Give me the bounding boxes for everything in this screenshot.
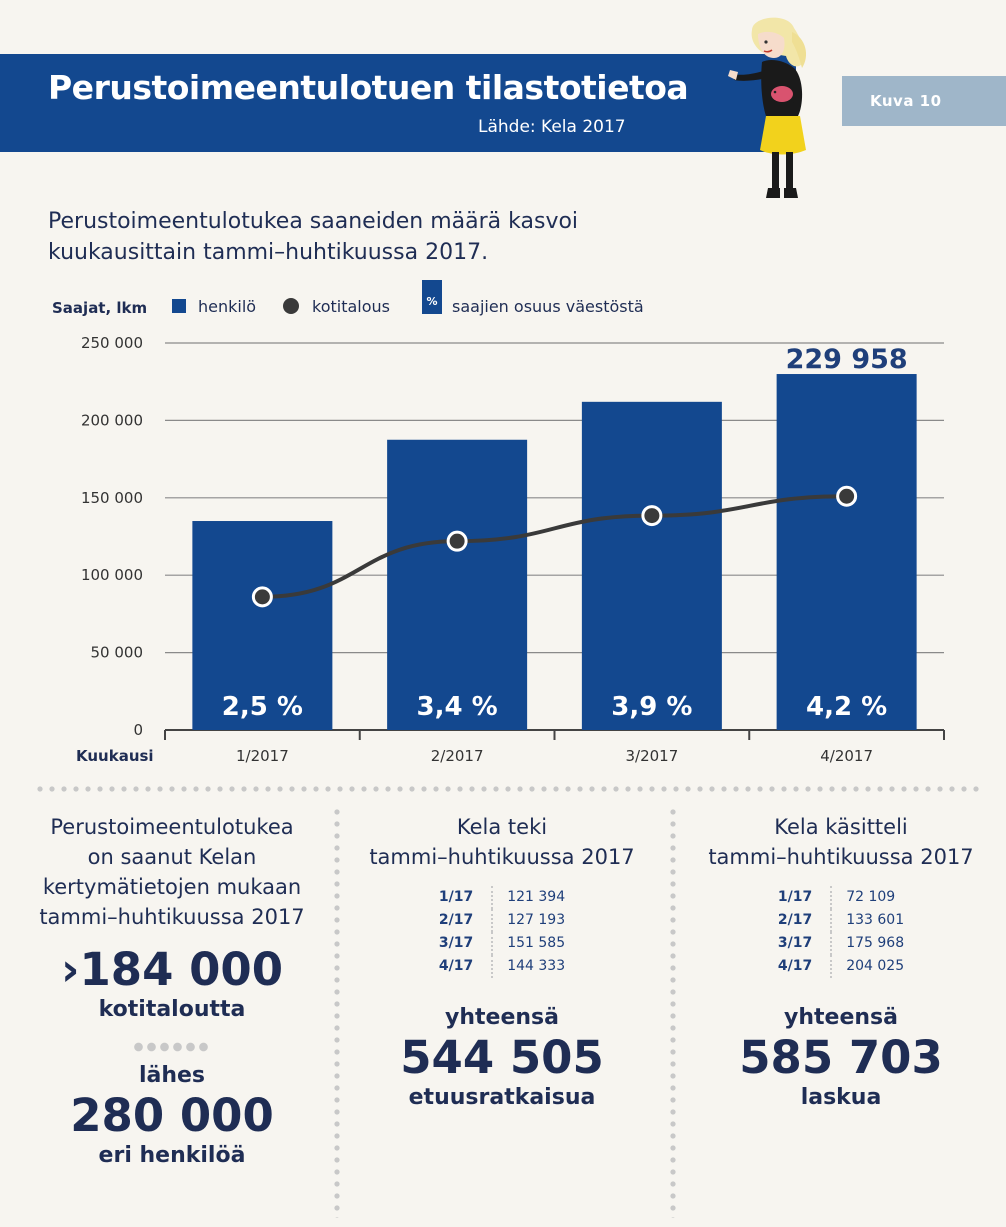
kotitalous-line — [262, 496, 846, 597]
legend-osuus-label: saajien osuus väestöstä — [452, 297, 644, 316]
decisions-text-line-2: tammi–huhtikuussa 2017 — [369, 845, 635, 869]
decisions-monthly-table — [439, 886, 565, 978]
value-cell: 72 109 — [846, 889, 896, 905]
top-value-label: 229 958 — [785, 344, 908, 376]
benefit-decisions-summary — [344, 812, 660, 1112]
persons-label: eri henkilöä — [98, 1143, 246, 1168]
value-cell: 127 193 — [507, 912, 566, 928]
x-axis-label: Kuukausi — [76, 747, 154, 765]
value-cell: 175 968 — [846, 935, 905, 951]
kotitalous-point — [448, 532, 466, 550]
persons-number: 280 000 — [70, 1089, 274, 1142]
woman-illustration-icon — [722, 12, 832, 208]
y-tick-label: 250 000 — [80, 334, 143, 352]
table-row — [778, 932, 904, 955]
legend-kotitalous-label: kotitalous — [312, 297, 390, 316]
value-cell: 151 585 — [507, 935, 566, 951]
horizontal-divider — [34, 786, 984, 792]
legend-henkilo-swatch — [172, 299, 186, 313]
y-tick-label: 50 000 — [90, 643, 143, 662]
x-tick-label: 2/2017 — [430, 747, 484, 765]
figure-label: Kuva 10 — [870, 92, 942, 110]
figure-label-badge — [842, 76, 1006, 126]
percent-label: 2,5 % — [221, 692, 303, 722]
kotitalous-point — [253, 588, 271, 606]
decisions-total-label: yhteensä — [445, 1005, 559, 1030]
bar-line-chart — [0, 280, 1006, 780]
table-row — [778, 886, 904, 909]
y-tick-label: 150 000 — [80, 488, 143, 507]
households-text-line-2: on saanut Kelan — [87, 845, 257, 869]
y-tick-label: 200 000 — [80, 411, 143, 430]
percent-label: 3,4 % — [416, 692, 498, 722]
households-text-line-3: kertymätietojen mukaan — [42, 875, 302, 899]
households-summary — [20, 812, 324, 1170]
decisions-unit: etuusratkaisua — [408, 1085, 596, 1110]
dots-separator — [132, 1042, 212, 1052]
chart-subtitle-line-1: Perustoimeentulotukea saaneiden määrä kasvoi — [48, 209, 579, 234]
table-row — [778, 955, 904, 978]
chart-subtitle-line-2: kuukausittain tammi–huhtikuussa 2017. — [48, 240, 489, 265]
households-number: ›184 000 — [60, 943, 284, 996]
x-tick-label: 4/2017 — [820, 747, 874, 765]
bar-henkilo — [582, 402, 722, 730]
table-row — [778, 909, 904, 932]
vertical-divider-1 — [334, 806, 340, 1218]
households-text-line-1: Perustoimeentulotukea — [50, 815, 294, 839]
month-cell: 4/17 — [778, 955, 831, 978]
month-cell: 2/17 — [439, 909, 492, 932]
value-cell: 121 394 — [507, 889, 566, 905]
y-tick-label: 100 000 — [80, 566, 143, 585]
bar-henkilo — [777, 374, 917, 730]
month-cell: 1/17 — [778, 886, 831, 909]
value-cell: 204 025 — [846, 958, 905, 974]
table-row — [439, 932, 565, 955]
invoices-text-line-1: Kela käsitteli — [774, 815, 908, 839]
month-cell: 1/17 — [439, 886, 492, 909]
vertical-divider-2 — [670, 806, 676, 1218]
decisions-total: 544 505 — [400, 1031, 604, 1084]
month-cell: 2/17 — [778, 909, 831, 932]
table-row — [439, 886, 565, 909]
households-text-line-4: tammi–huhtikuussa 2017 — [39, 905, 305, 929]
invoices-total: 585 703 — [739, 1031, 943, 1084]
households-label: kotitaloutta — [98, 997, 246, 1022]
value-cell: 133 601 — [846, 912, 905, 928]
invoices-text-line-2: tammi–huhtikuussa 2017 — [708, 845, 974, 869]
persons-prefix: lähes — [138, 1063, 206, 1088]
source-label: Lähde: Kela 2017 — [478, 117, 626, 137]
invoices-unit: laskua — [800, 1085, 882, 1110]
table-row — [439, 955, 565, 978]
percent-label: 4,2 % — [806, 692, 888, 722]
value-cell: 144 333 — [507, 958, 566, 974]
decisions-text-line-1: Kela teki — [456, 815, 548, 839]
invoices-monthly-table — [778, 886, 904, 978]
bar-henkilo — [387, 440, 527, 730]
chart-subtitle — [48, 206, 688, 268]
percent-label: 3,9 % — [611, 692, 693, 722]
y-tick-label: 0 — [133, 721, 143, 739]
legend-percent-symbol: % — [426, 295, 438, 308]
invoices-total-label: yhteensä — [784, 1005, 898, 1030]
x-tick-label: 3/2017 — [625, 747, 679, 765]
legend-henkilo-label: henkilö — [198, 297, 257, 316]
kotitalous-point — [643, 507, 661, 525]
kotitalous-point — [838, 487, 856, 505]
month-cell: 3/17 — [439, 932, 492, 955]
x-tick-label: 1/2017 — [235, 747, 289, 765]
legend-kotitalous-marker — [283, 298, 299, 314]
table-row — [439, 909, 565, 932]
month-cell: 3/17 — [778, 932, 831, 955]
page-title: Perustoimeentulotuen tilastotietoa — [48, 68, 689, 107]
month-cell: 4/17 — [439, 955, 492, 978]
invoices-summary — [682, 812, 1000, 1112]
y-axis-label: Saajat, lkm — [52, 299, 148, 317]
